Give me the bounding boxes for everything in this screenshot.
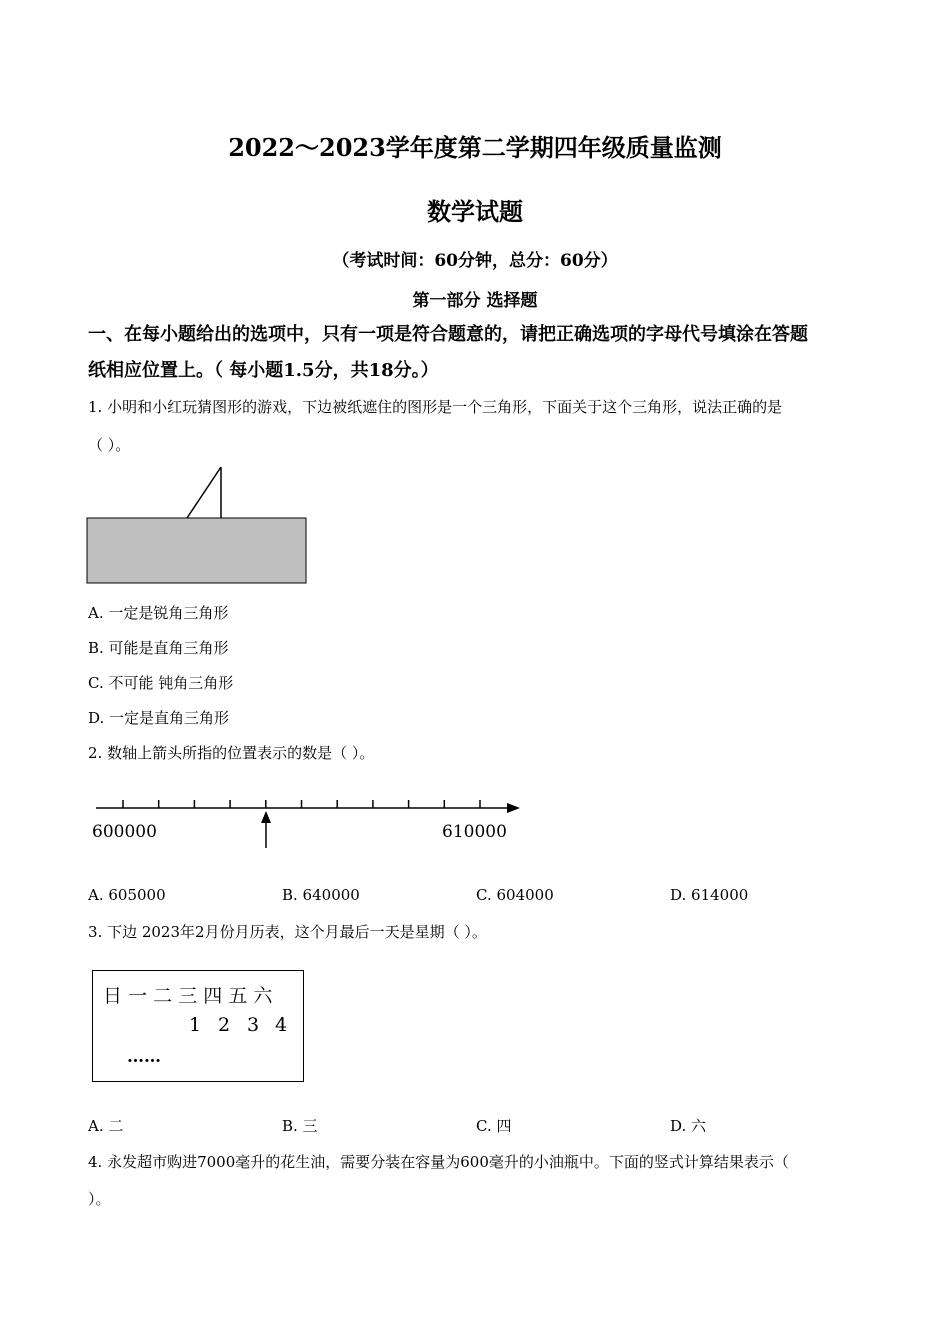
q3-option-c: C. 四	[476, 1117, 512, 1135]
number-line-end-label: 610000	[442, 822, 507, 842]
q3-calendar	[92, 970, 304, 1082]
q2-stem: 2. 数轴上箭头所指的位置表示的数是（ ）。	[88, 744, 375, 762]
axis-arrow-head	[507, 803, 520, 813]
axis-ticks	[123, 800, 480, 808]
calendar-day-1: 1	[189, 1014, 202, 1036]
q1-option-d: D. 一定是直角三角形	[88, 709, 230, 727]
q1-covered-triangle-figure	[80, 460, 320, 590]
q2-option-b: B. 640000	[282, 886, 360, 904]
q4-stem-line2: ）。	[88, 1190, 111, 1208]
weekday-fri: 五	[228, 985, 248, 1007]
section-instruction-line1: 一、在每小题给出的选项中，只有一项是符合题意的，请把正确选项的字母代号填涂在答题	[88, 324, 808, 345]
q2-option-d: D. 614000	[670, 886, 749, 904]
calendar-ellipsis: ……	[127, 1047, 161, 1067]
exam-title: 2022～2023学年度第二学期四年级质量监测	[228, 133, 722, 162]
q3-option-a: A. 二	[88, 1117, 124, 1135]
weekday-tue: 二	[153, 985, 173, 1007]
section-instruction-line2: 纸相应位置上。（ 每小题1.5分，共18分。）	[88, 360, 439, 381]
calendar-day-4: 4	[275, 1014, 288, 1036]
q1-stem-line2: （ ）。	[88, 436, 131, 454]
q1-option-b: B. 可能是直角三角形	[88, 639, 229, 657]
calendar-weekdays	[103, 981, 272, 1008]
q1-option-c: C. 不可能 钝角三角形	[88, 674, 234, 692]
subject-title: 数学试题	[427, 197, 523, 226]
q3-stem: 3. 下边 2023年2月份月历表，这个月最后一天是星期（ ）。	[88, 923, 487, 941]
q4-stem-line1: 4. 永发超市购进7000毫升的花生油，需要分装在容量为600毫升的小油瓶中。下面的竖式计算结果表示（	[88, 1153, 789, 1171]
q3-option-d: D. 六	[670, 1117, 707, 1135]
weekday-sun: 日	[103, 985, 123, 1007]
q2-option-c: C. 604000	[476, 886, 554, 904]
weekday-thu: 四	[203, 985, 223, 1007]
part-heading: 第一部分 选择题	[412, 291, 538, 311]
weekday-sat: 六	[253, 985, 273, 1007]
q1-option-a: A. 一定是锐角三角形	[88, 604, 229, 622]
calendar-day-3: 3	[247, 1014, 260, 1036]
number-line-start-label: 600000	[92, 822, 157, 842]
weekday-wed: 三	[178, 985, 198, 1007]
q1-stem-line1: 1. 小明和小红玩猜图形的游戏，下边被纸遮住的图形是一个三角形，下面关于这个三角形，说法正确的是	[88, 398, 783, 416]
q2-option-a: A. 605000	[88, 886, 166, 904]
calendar-day-2: 2	[218, 1014, 231, 1036]
triangle-slant-side	[187, 467, 221, 518]
pointer-arrow-head	[261, 811, 271, 823]
q3-option-b: B. 三	[282, 1117, 318, 1135]
exam-info: （考试时间：60分钟，总分：60分）	[332, 251, 618, 271]
weekday-mon: 一	[128, 985, 148, 1007]
paper-cover	[87, 518, 306, 583]
